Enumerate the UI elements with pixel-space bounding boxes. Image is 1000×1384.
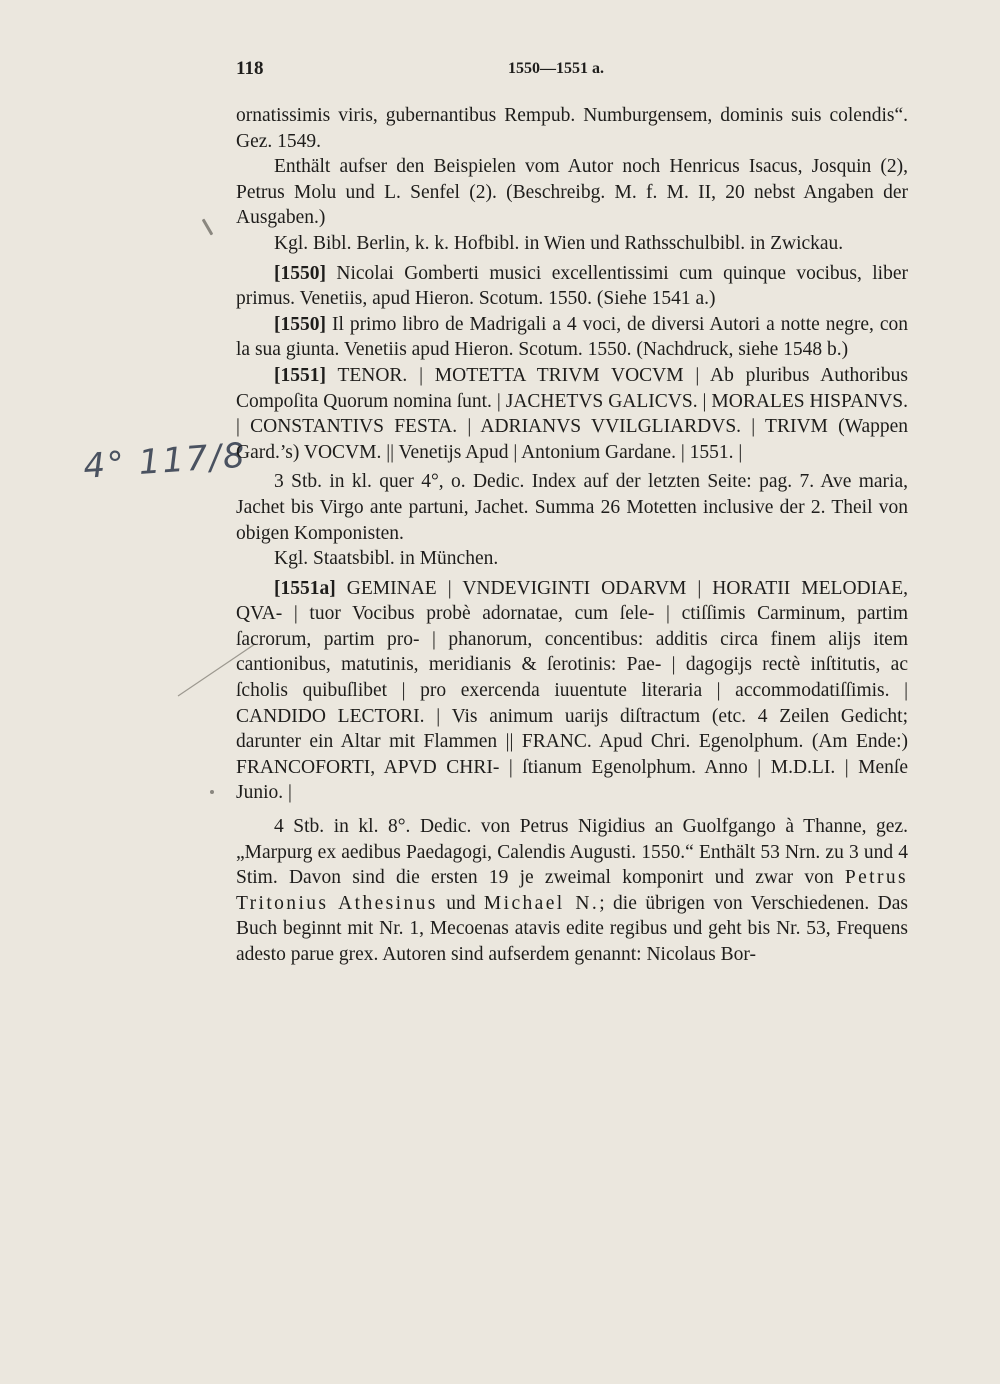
paragraph: ornatissimis viris, gubernantibus Rempub. Numburgensem, dominis suis colendis“. Gez. 1549.: [236, 105, 908, 152]
entry-tag: [1550]: [274, 313, 326, 335]
paragraph-text: ; die übrigen von Verschiedenen. Das Buch beginnt mit Nr. 1, Mecoenas atavis edite regibus und geht bis Nr. 53, Frequens adesto parue grex. Autoren sind aufserdem genannt: Nicolaus Bor-: [236, 892, 908, 965]
spaced-name: Michael N.: [483, 892, 600, 914]
paragraph: Kgl. Bibl. Berlin, k. k. Hofbibl. in Wien und Rathsschulbibl. in Zwickau.: [274, 232, 844, 254]
page-header: [236, 58, 908, 88]
entry-tag: [1551a]: [274, 577, 336, 599]
paragraph-text: und: [446, 892, 476, 914]
spaced-name: Petrus Tritonius Athesinus: [236, 867, 908, 914]
page-range: 1550—1551 a.: [508, 60, 604, 77]
entry-paragraph: [236, 576, 908, 806]
entry-paragraph: [236, 261, 908, 312]
stray-mark: [202, 218, 214, 235]
entry-paragraph: [236, 312, 908, 363]
entry-text: Il primo libro de Madrigali a 4 voci, de diversi Autori a notte negre, con la sua giunta. Venetiis apud Hieron. Scotum. 1550. (Nachdruck, siehe 1548 b.): [236, 313, 909, 361]
stray-mark: [210, 790, 214, 794]
paragraph: [236, 814, 908, 968]
entry-tag: [1551]: [274, 364, 326, 386]
page-number: 118: [236, 58, 264, 79]
entry-tag: [1550]: [274, 262, 326, 284]
entry-text: GEMINAE | VNDEVIGINTI ODARVM | HORATII MELODIAE, QVA- | tuor Vocibus probè adornatae, cum ſele- | ctiſſimis Carminum, partim ſacrorum, partim pro- | phanorum, concentibus: additis circa finem alijs item cantionibus, matutinis, meridianis & ſerotinis: Pae- | dagogijs rectè inſtitutis, ac ſcholis quibuſlibet | pro exercenda iuuentute literaria | accommodatiſſimis. | CANDIDO LECTORI. | Vis animum uarijs diſtractum (etc. 4 Zeilen Gedicht; darunter ein Altar mit Flammen || FRANC. Apud Chri. Egenolphum. (Am Ende:) FRANCOFORTI, APVD CHRI- | ſtianum Egenolphum. Anno | M.D.LI. | Menſe Junio. |: [236, 577, 908, 804]
entry-paragraph: [236, 363, 908, 465]
body-text: [236, 103, 908, 968]
paragraph-text: 4 Stb. in kl. 8°. Dedic. von Petrus Nigidius an Guolfgango à Thanne, gez. „Marpurg ex aedibus Paedagogi, Calendis Augusti. 1550.“ Enthält 53 Nrn. zu 3 und 4 Stim. Davon sind die ersten 19 je zweimal komponirt und zwar von: [236, 816, 908, 889]
handwritten-shelfmark: 4° 117/8: [82, 435, 248, 487]
entry-text: TENOR. | MOTETTA TRIVM VOCVM | Ab pluribus Authoribus Compoſita Quorum nomina ſunt. | JACHETVS GALICVS. | MORALES HISPANVS. | CONSTANTIVS FESTA. | ADRIANVS VVILGLIARDVS. | TRIVM (Wappen Gard.’s) VOCVM. || Venetijs Apud | Antonium Gardane. | 1551. |: [236, 364, 908, 463]
paragraph: Kgl. Staatsbibl. in München.: [274, 548, 499, 570]
paragraph: 3 Stb. in kl. quer 4°, o. Dedic. Index auf der letzten Seite: pag. 7. Ave maria, Jachet bis Virgo ante partuni, Jachet. Summa 26 Motetten inclusive der 2. Theil von obigen Komponisten.: [236, 471, 908, 544]
paragraph: Enthält aufser den Beispielen vom Autor noch Henricus Isacus, Josquin (2), Petrus Molu und L. Senfel (2). (Beschreibg. M. f. M. II, 20 nebst Angaben der Ausgaben.): [236, 156, 908, 229]
entry-text: Nicolai Gomberti musici excellentissimi cum quinque vocibus, liber primus. Venetiis, apud Hieron. Scotum. 1550. (Siehe 1541 a.): [236, 262, 909, 310]
